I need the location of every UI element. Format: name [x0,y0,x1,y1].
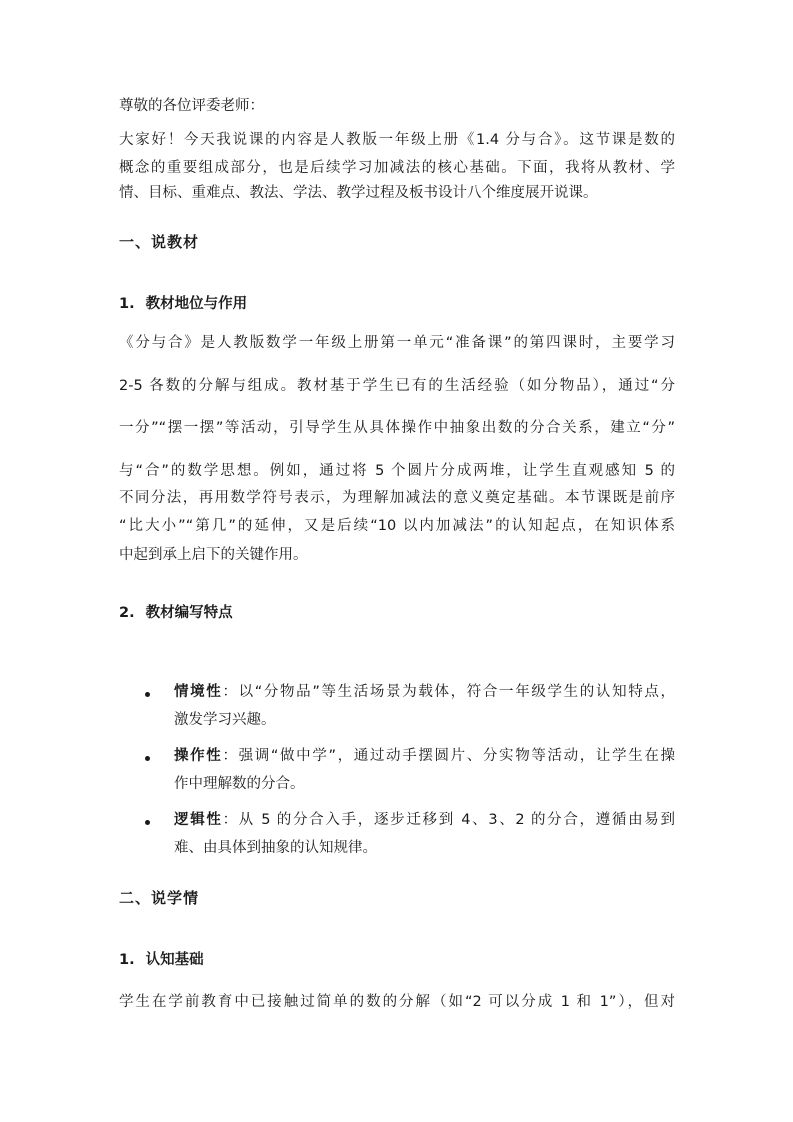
section-2-sub-1-heading [119,950,204,970]
role-line-4: 与“合”的数学思想。例如，通过将 5 个圆片分成两堆，让学生直观感知 5 的 [119,463,675,479]
role-line-3: 一分”“摆一摆”等活动，引导学生从具体操作中抽象出数的分合关系，建立“分” [119,420,675,436]
role-line-7: 中起到承上启下的关键作用。 [119,547,308,563]
bullet-icon [145,692,150,697]
bullet-1-line-1 [174,682,675,710]
section-1-sub-1-heading [119,294,247,314]
sub-title: 教材编写特点 [145,605,233,621]
bullet-item-3 [174,810,675,866]
bullet-1-label: 情境性 [174,684,223,700]
bullet-2-line-1 [174,746,675,774]
sub-number: 1. [119,296,135,312]
bullet-1-text-1: ：以“分物品”等生活场景为载体，符合一年级学生的认知特点， [222,684,675,700]
section-1-heading: 一、说教材 [119,233,200,251]
cognition-line-1: 学生在学前教育中已接触过简单的数的分解（如“2 可以分成 1 和 1”），但对 [119,994,675,1010]
intro-line-3: 情、目标、重难点、教法、学法、教学过程及板书设计八个维度展开说课。 [119,185,598,201]
bullet-item-1 [174,682,675,738]
bullet-3-line-1 [174,810,675,838]
salutation: 尊敬的各位评委老师： [119,98,264,114]
sub-number: 2. [119,605,135,621]
role-line-1: 《分与合》是人教版数学一年级上册第一单元“准备课”的第四课时，主要学习 [119,335,675,351]
intro-line-1: 大家好！今天我说课的内容是人教版一年级上册《1.4 分与合》。这节课是数的 [119,132,675,148]
role-line-2: 2-5 各数的分解与组成。教材基于学生已有的生活经验（如分物品），通过“分 [119,378,675,394]
bullet-icon [145,756,150,761]
role-line-6: “比大小”“第几”的延伸，又是后续“10 以内加减法”的认知起点，在知识体系 [119,518,675,534]
sub-title: 教材地位与作用 [145,296,248,312]
bullet-item-2 [174,746,675,802]
bullet-icon [145,820,150,825]
bullet-1-line-2: 激发学习兴趣。 [174,712,276,728]
bullet-2-text-1: ：强调“做中学”，通过动手摆圆片、分实物等活动，让学生在操 [222,748,675,764]
sub-number: 1. [119,952,135,968]
section-1-sub-2-heading [119,603,233,623]
bullet-3-text-1: ：从 5 的分合入手，逐步迁移到 4、3、2 的分合，遵循由易到 [222,812,675,828]
bullet-2-label: 操作性 [174,748,223,764]
role-line-5: 不同分法，再用数学符号表示，为理解加减法的意义奠定基础。本节课既是前序 [119,490,675,506]
bullet-3-label: 逻辑性 [174,812,223,828]
section-2-heading: 二、说学情 [119,889,200,907]
bullet-2-line-2: 作中理解数的分合。 [174,776,305,792]
sub-title: 认知基础 [145,952,204,968]
intro-line-2: 概念的重要组成部分，也是后续学习加减法的核心基础。下面，我将从教材、学 [119,160,675,176]
bullet-3-line-2: 难、由具体到抽象的认知规律。 [174,840,377,856]
